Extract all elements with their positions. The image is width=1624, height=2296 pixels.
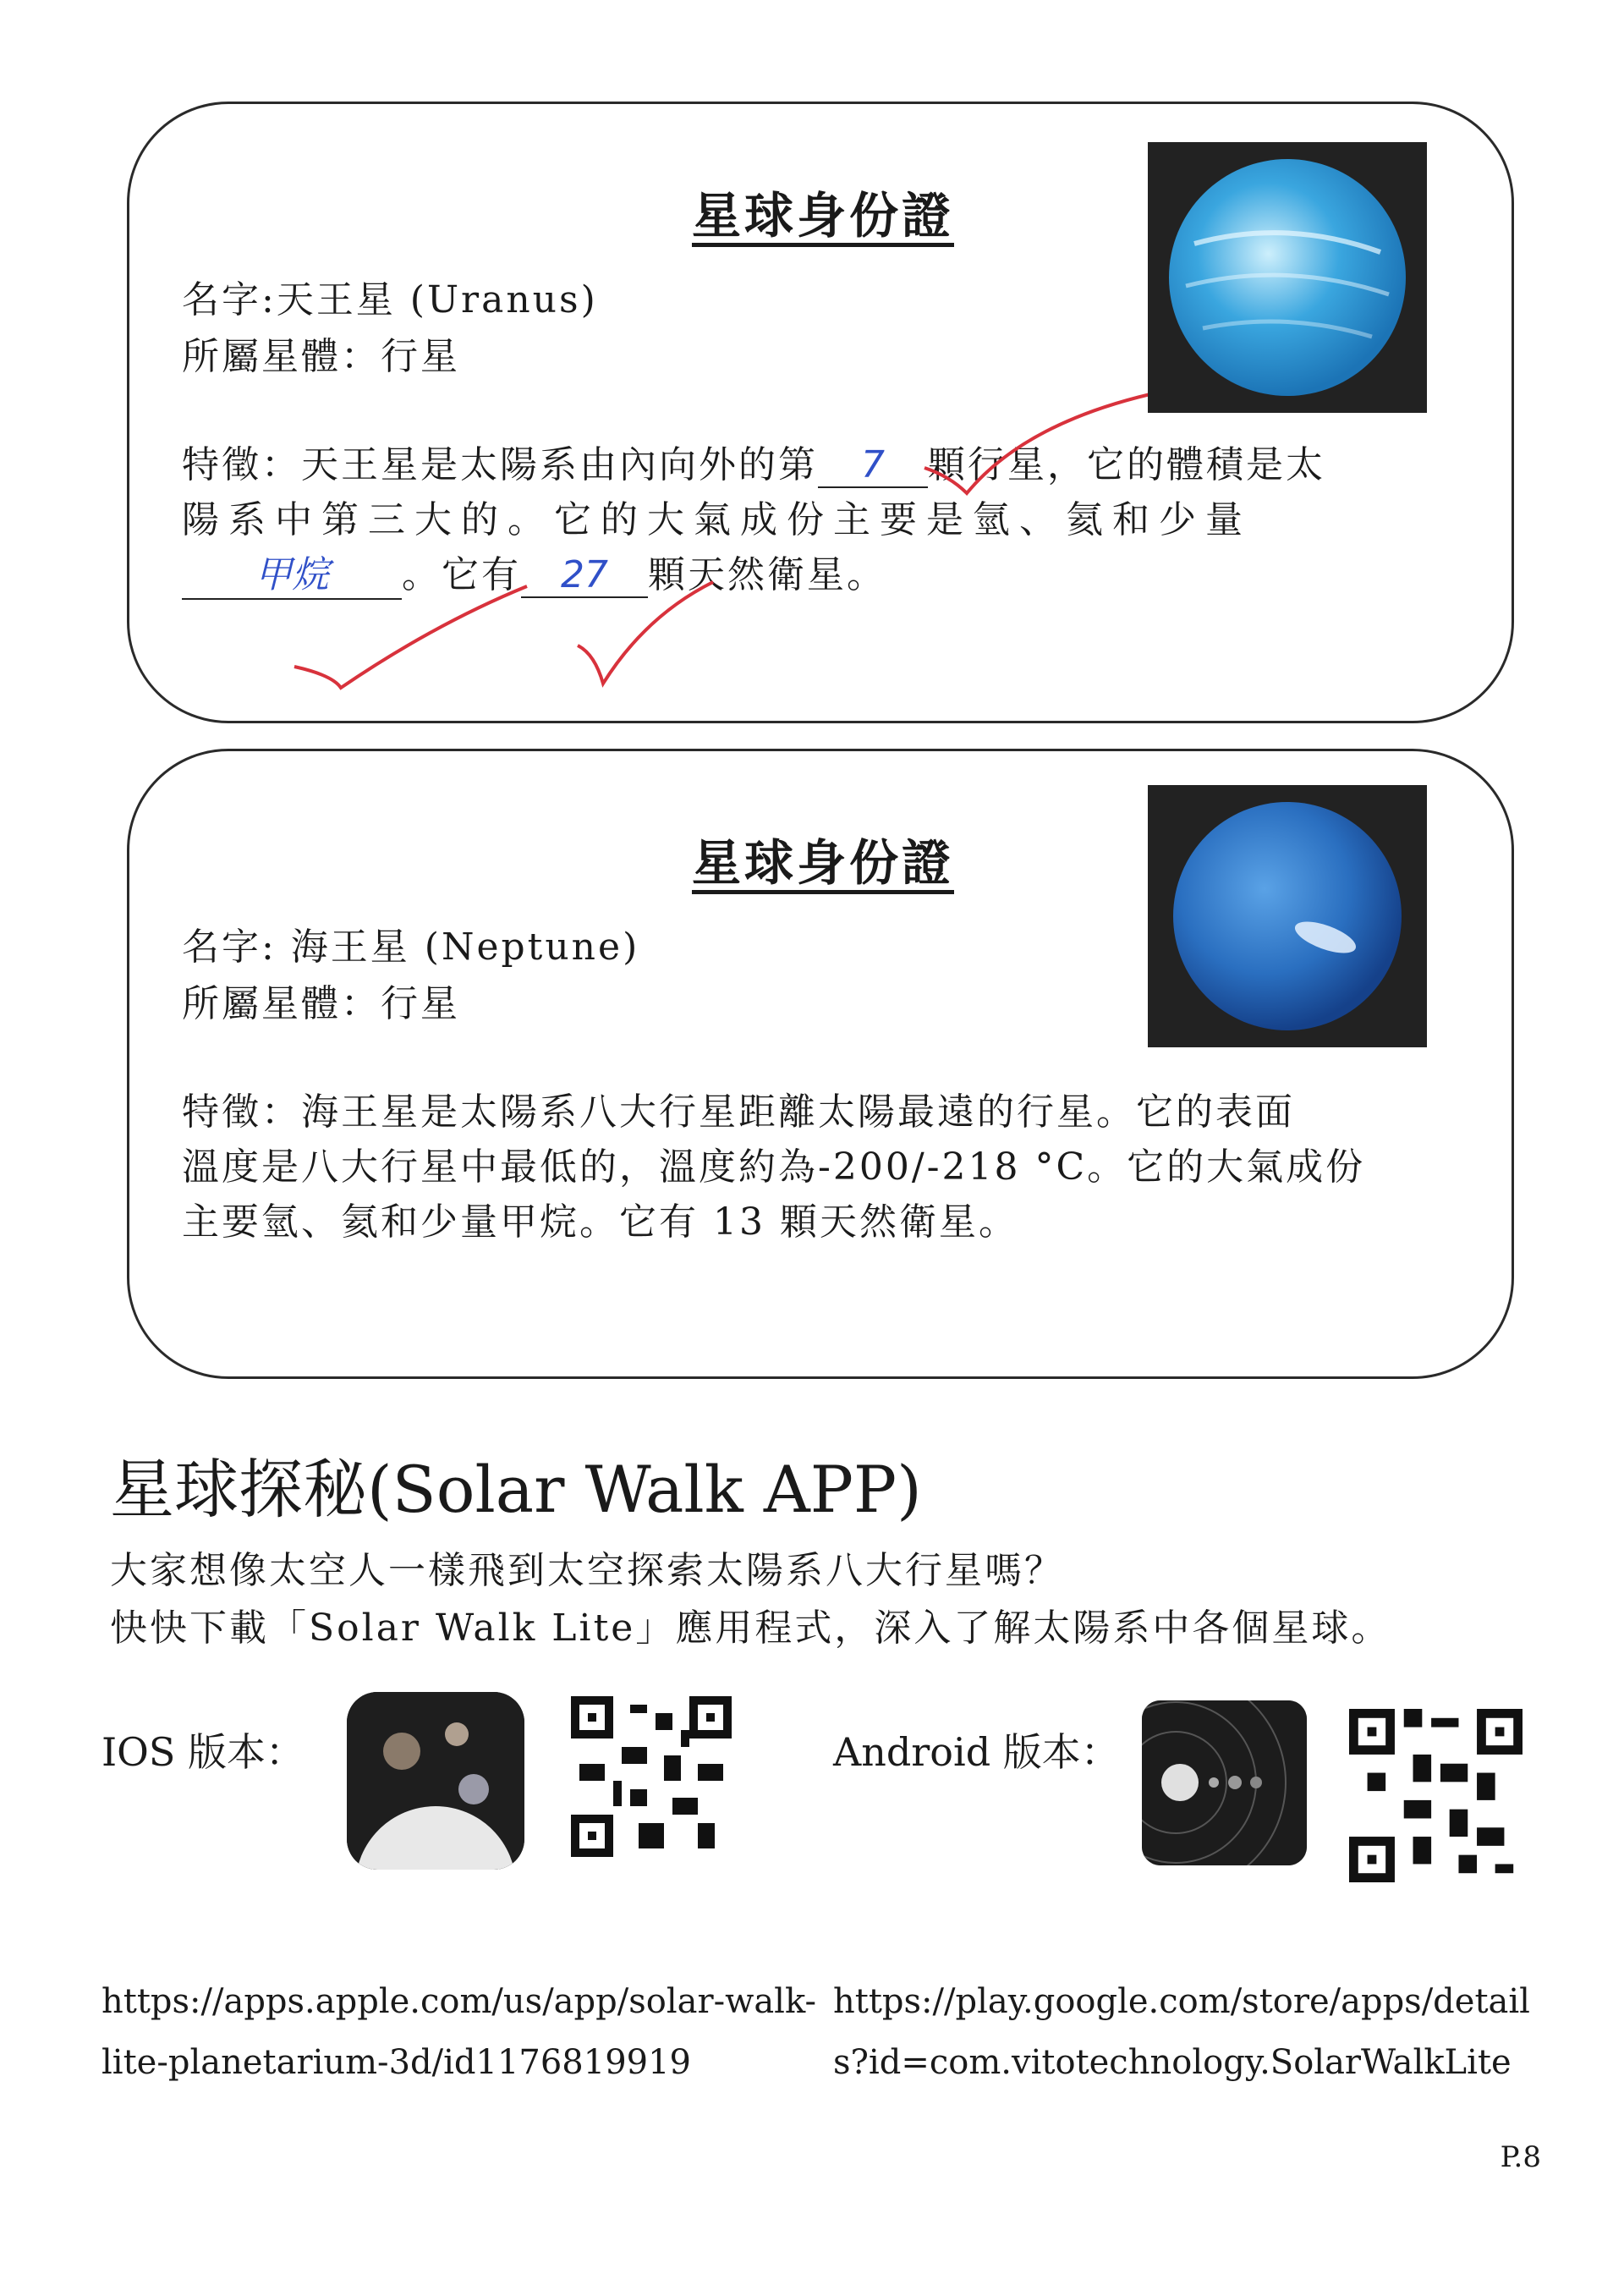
feature-line-1: 特徵：海王星是太陽系八大行星距離太陽最遠的行星。它的表面 xyxy=(182,1090,1295,1134)
answer-order-blank: 7 xyxy=(818,443,928,488)
answer-moons-blank: 27 xyxy=(521,553,648,598)
name-line: 名字:天王星 (Uranus) xyxy=(182,278,598,321)
uranus-id-card xyxy=(127,102,1514,723)
android-label: Android 版本： xyxy=(833,1729,1120,1775)
ios-url-line-1[interactable]: https://apps.apple.com/us/app/solar-walk- xyxy=(102,1982,817,2021)
uranus-image xyxy=(1148,142,1427,413)
feature-line-2: 陽系中第三大的。它的大氣成份主要是氫、氦和少量 xyxy=(182,498,1252,541)
android-url-line-1[interactable]: https://play.google.com/store/apps/detail xyxy=(833,1982,1530,2021)
feature-text: 顆行星，它的體積是太 xyxy=(928,443,1325,486)
ios-qr-code[interactable] xyxy=(571,1696,732,1857)
ios-url-line-2[interactable]: lite-planetarium-3d/id1176819919 xyxy=(102,2043,691,2082)
intro-line-2: 快快下載「Solar Walk Lite」應用程式，深入了解太陽系中各個星球。 xyxy=(110,1607,1391,1650)
feature-text: 。它有 xyxy=(402,553,521,596)
check-mark-icon xyxy=(282,574,535,692)
page-number: P.8 xyxy=(1500,2140,1541,2174)
type-line: 所屬星體：行星 xyxy=(182,982,460,1025)
section-heading: 星球探秘(Solar Walk APP) xyxy=(110,1452,922,1527)
feature-line-2: 溫度是八大行星中最低的，溫度約為-200/-218 °C。它的大氣成份 xyxy=(182,1145,1366,1189)
card-title: 星球身份證 xyxy=(691,834,954,892)
neptune-id-card xyxy=(127,749,1514,1379)
intro-line-1: 大家想像太空人一樣飛到太空探索太陽系八大行星嗎？ xyxy=(110,1549,1064,1592)
check-mark-icon xyxy=(569,574,721,692)
neptune-image xyxy=(1148,785,1427,1047)
card-title: 星球身份證 xyxy=(691,187,954,244)
solar-walk-android-app-icon[interactable] xyxy=(1142,1700,1307,1865)
android-url-line-2[interactable]: s?id=com.vitotechnology.SolarWalkLite xyxy=(833,2043,1512,2082)
ios-label: IOS 版本： xyxy=(102,1729,305,1775)
android-qr-code[interactable] xyxy=(1349,1709,1522,1882)
check-mark-icon xyxy=(916,387,1170,506)
answer-gas-blank: 甲烷 xyxy=(182,544,402,600)
feature-line-3: 主要氫、氦和少量甲烷。它有 13 顆天然衛星。 xyxy=(182,1200,1018,1244)
solar-walk-ios-app-icon[interactable] xyxy=(347,1692,524,1870)
feature-text: 特徵：天王星是太陽系由內向外的第 xyxy=(182,443,818,486)
name-line: 名字: 海王星 (Neptune) xyxy=(182,926,640,969)
type-line: 所屬星體：行星 xyxy=(182,335,460,378)
feature-text: 顆天然衛星。 xyxy=(648,553,886,596)
